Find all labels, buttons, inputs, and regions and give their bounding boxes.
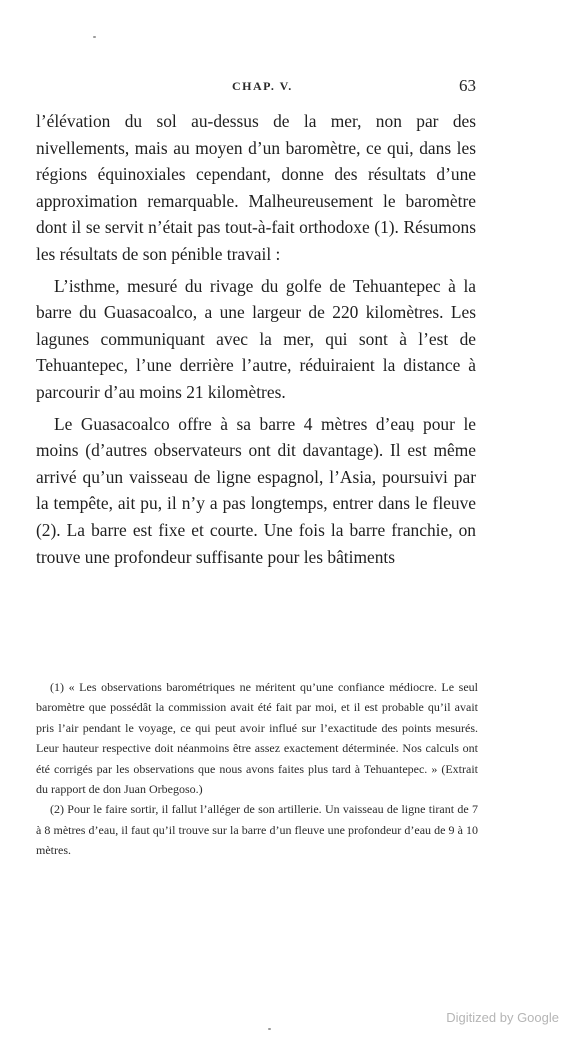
paragraph: L’isthme, mesuré du rivage du golfe de Tehuantepec à la barre du Guasacoalco, a une largeur de 220 kilomètres. Les lagunes communiquant avec la mer, qui sont à l’est de Tehuantepec, l’une derrière l’autre, réduiraient la distance à parcourir d’au moins 21 kilomètres. [36, 275, 476, 402]
main-text [36, 108, 476, 570]
footnote: (2) Pour le faire sortir, il fallut l’alléger de son artillerie. Un vaisseau de ligne tirant de 7 à 8 mètres d’eau, il faut qu’il trouve sur la barre d’un fleuve une profondeur d’eau de 9 à 10 mètres. [36, 802, 478, 858]
paragraph: l’élévation du sol au-dessus de la mer, non par des nivellements, mais au moyen d’un baromètre, ce qui, dans les régions équinoxiales cependant, donne des résultats d’une approximation remarquable. Malheureusement le baromètre dont il se servit n’était pas tout-à-fait orthodoxe (1). Résumons les résultats de son pénible travail : [36, 111, 476, 264]
footnotes [36, 677, 478, 861]
page-header [36, 76, 476, 98]
footnote: (1) « Les observations barométriques ne méritent qu’une confiance médiocre. Le seul baromètre que possédât la commission avait été fait par moi, et il est probable qu’il avait pris l’air pendant le voyage, ce qui peut avoir influé sur l’exactitude des points mesurés. Leur hauteur respective doit néanmoins être assez exactement déterminée. Nos calculs ont été corrigés par les observations que nous avons faites plus tard à Tehuantepec. » (Extrait du rapport de don Juan Orbegoso.) [36, 680, 478, 797]
paragraph: Le Guasacoalco offre à sa barre 4 mètres d’eau pour le moins (d’autres observateurs ont dit davantage). Il est même arrivé qu’un vaisseau de ligne espagnol, l’Asia, poursuivi par la tempête, ait pu, il n’y a pas longtemps, entrer dans le fleuve (2). La barre est fixe et courte. Une fois la barre franchie, on trouve une profondeur suffisante pour les bâtiments [36, 413, 476, 567]
ink-speck [268, 1028, 271, 1030]
running-head: CHAP. V. [232, 79, 293, 93]
digitization-watermark: Digitized by Google [446, 1010, 559, 1025]
ink-speck [93, 36, 96, 38]
page-number: 63 [459, 76, 476, 95]
